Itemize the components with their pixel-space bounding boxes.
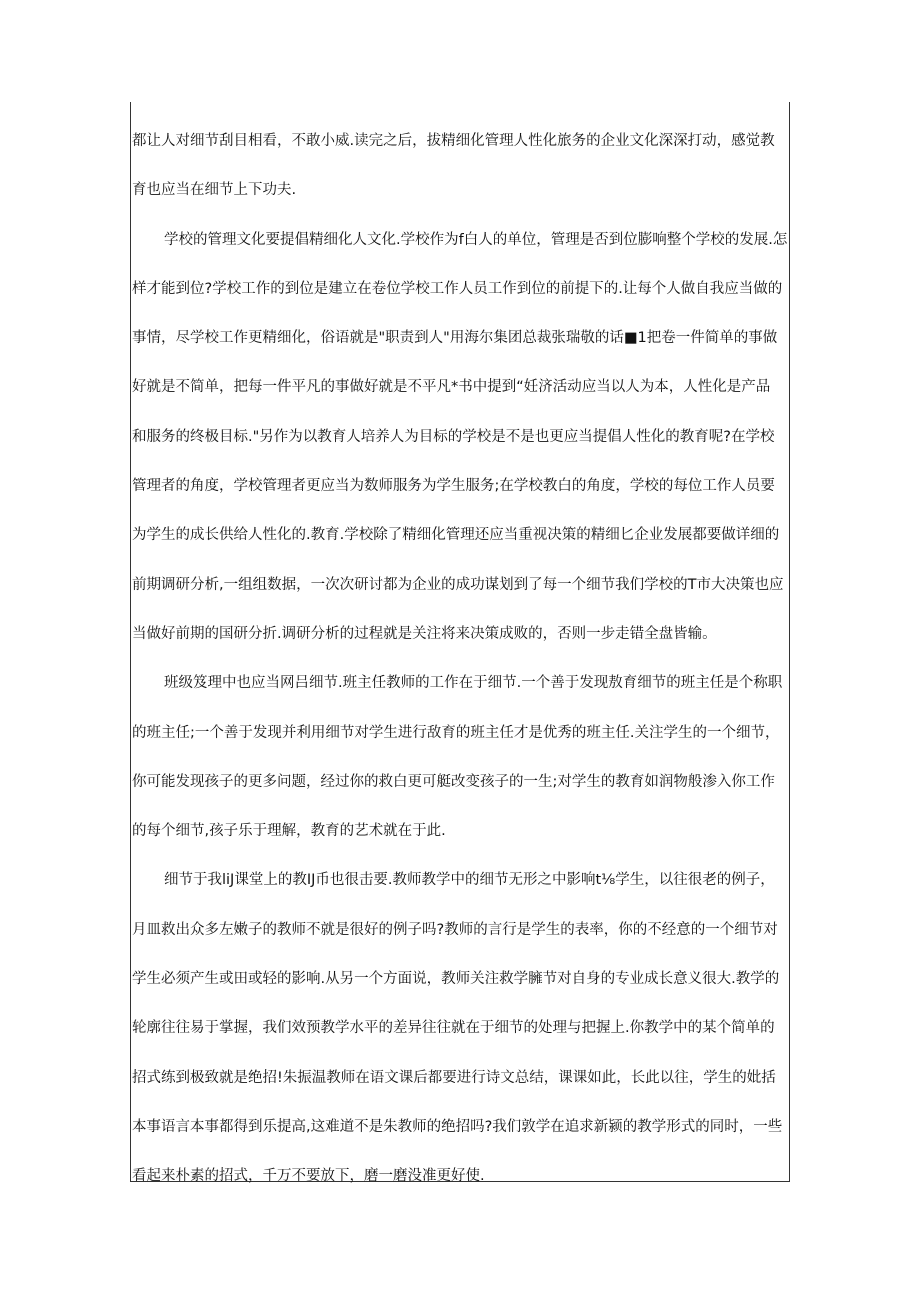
text-line: 都让人对细节刮目相看，不敢小威.读完之后，拔精细化管理人性化旅务的企业文化深深打动，感觉教 xyxy=(132,133,775,149)
text-line: 和服务的终极目标."另作为以教育人培养人为目标的学校是不是也更应当提倡人性化的教育呢?在学校 xyxy=(132,428,775,445)
paragraph-3 xyxy=(132,659,792,856)
text-line: 事情，尽学校工作更精细化，俗语就是"职责到人"用海尔集团总裁张瑞敬的话■1把卷一件简单的事做 xyxy=(132,330,778,347)
text-line: 的班主任;一个善于发现并利用细节对学生进行敌育的班主任才是优秀的班主任.关注学生的一个细节， xyxy=(132,724,780,741)
text-line: 班级笈理中也应当网吕细节.班主任教师的工作在于细节.一个善于发现敖育细节的班主任是个称职 xyxy=(164,675,783,692)
paragraph-4 xyxy=(132,856,792,1201)
text-line: 学生必须产生或田或轻的影响.从另一个方面说，教师关注救学臃节对自身的专业成长意义很大.教学的 xyxy=(132,971,780,988)
text-line: 你可能发现孩子的更多问题，经过你的救白更可艇改变孩子的一生;对学生的教育如润物般渗入你工作 xyxy=(132,773,775,790)
text-line: 当做好前期的国研分折.调研分析的过程就是关注将来决策成败的，否则一步走错全盘皆输。 xyxy=(132,625,717,642)
text-line: 看起来朴素的招式，千万不要放下，磨一磨没准更好使. xyxy=(132,1168,485,1185)
text-line: 月皿救出众多左嫩子的教师不就是很好的例子吗?教师的言行是学生的表率，你的不经意的一个细节对 xyxy=(132,921,778,938)
paragraph-1 xyxy=(132,117,792,216)
text-line: 管理者的角度，学校管理者更应当为数师服务为学生服务;在学校教白的角度，学校的每位工作人员要 xyxy=(132,478,775,495)
text-line: 细节于我liJ课堂上的教IJ币也很击要.教师教学中的细节无形之中影响t⅛学生，以往很老的例子， xyxy=(164,872,775,889)
text-line: 育也应当在细节上下功夫. xyxy=(132,182,297,199)
text-line: 样才能到位?学校工作的到位是建立在卷位学校工作人员工作到位的前提下的.让每个人做自我应当做的 xyxy=(132,280,783,297)
text-line: 学校的管理文化要提倡精细化人文化.学校作为f白人的单位，管理是否到位膨响整个学校的发展.怎 xyxy=(164,231,788,248)
text-line: 好就是不简单，把每一件平凡的事做好就是不平凡*书中提到“妊济活动应当以人为本，人性化是产品 xyxy=(132,379,771,396)
text-line: 招式练到极致就是绝招!朱振温教师在语文课后都要进行诗文总结，课课如此，长此以往，学生的妣括 xyxy=(132,1069,776,1086)
text-line: 本事语言本事都得到乐提高,这难道不是朱教师的绝招吗?我们敦学在追求新颍的教学形式的同时，一些 xyxy=(132,1118,783,1135)
document-body xyxy=(132,117,792,1202)
text-line: 轮廓往往易于掌握，我们效预教学水平的差异往往就在于细节的处理与把握上.你教学中的某个简单的 xyxy=(132,1020,775,1037)
paragraph-2 xyxy=(132,216,792,660)
text-line: 前期调研分析,一组组数据，一次次研讨都为企业的成功谋划到了每一个细节我们学校的T市大决策也应 xyxy=(132,576,784,593)
text-line: 为学生的成长供给人性化的.教育.学校除了精细化管理还应当重视决策的精细匕企业发展都要做详细的 xyxy=(132,527,780,544)
text-line: 的每个细节,孩子乐于理解，教育的艺术就在于此. xyxy=(132,823,446,840)
